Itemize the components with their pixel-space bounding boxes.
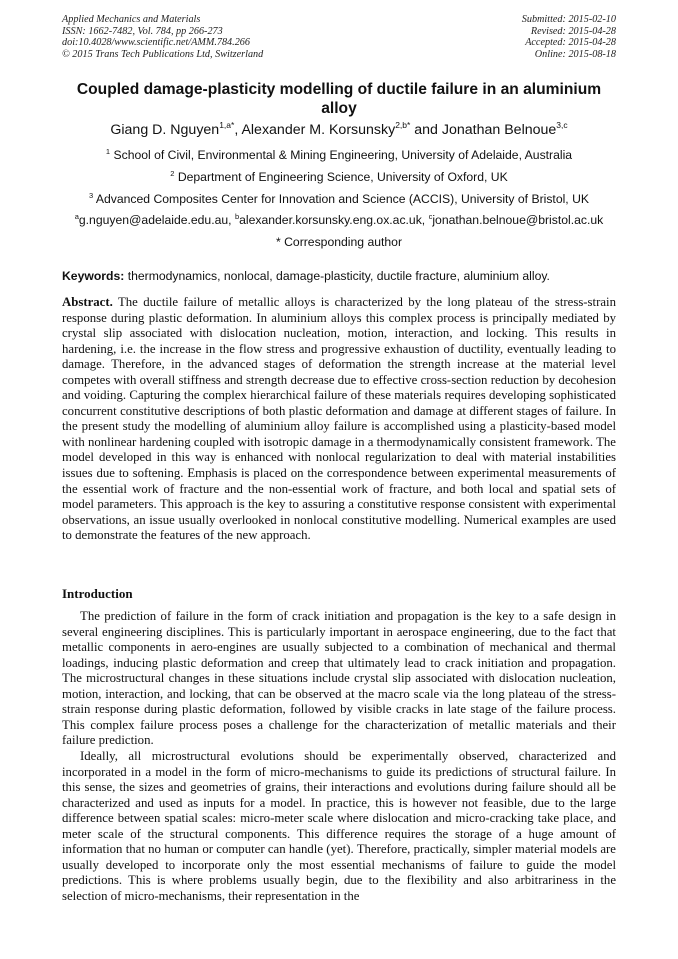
keywords — [62, 269, 616, 284]
author-conjunction: and — [410, 122, 442, 138]
abstract-text: The ductile failure of metallic alloys is characterized by the long plateau of the stress-strain response during plastic deformation. In aluminium alloys this complex process is principally mediated by crystal slip associated with dislocation nucleation, motion, interaction, and locking. This results in hardening, i.e. the increase in the flow stress and progressive exhaustion of ductility, eventually leading to damage. Therefore, in the advanced stages of deformation the strength increase at the material level competes with overall stiffness and strength decrease due to effective cross-section reduction by decohesion and voiding. Capturing the complex hierarchical failure of these materials requires developing sophisticated concurrent constitutive descriptions of both plastic deformation and damage at different stages of failure. In the present study the modelling of aluminium alloy failure is accomplished using a plasticity-based model with nonlinear hardening coupled with isotropic damage in a thermodynamically consistent framework. The model developed in this way is enhanced with nonlocal regularization to deal with material instabilities issues due to softening. Emphasis is placed on the correspondence between experimental measurements of the essential work of fracture and the non-essential work of fracture, and both local and spatial sets of model parameters. This approach is the key to assuring a constitutive response consistent with experimental observations, an issue usually overlooked in nonlocal constitutive modelling. Numerical examples are used to demonstrate the features of the new approach. — [62, 295, 616, 543]
affiliation — [50, 170, 628, 185]
author-list — [62, 121, 616, 139]
email-mark: c — [428, 212, 433, 221]
online-date: Online: 2015-08-18 — [534, 48, 616, 60]
affiliation-text: Advanced Composites Center for Innovation and Science (ACCIS), University of Bristol, UK — [95, 192, 590, 206]
introduction-paragraph: Ideally, all microstructural evolutions should be experimentally observed, characterized and incorporated in a model in the form of micro-mechanisms to guide its predictions of structural failure. In this sense, the sizes and geometries of grains, their interactions and evolutions during failure should all be characterized and used as inputs for a model. In practice, this is however not feasible, due to the large difference between spatial scales: micro-meter scale where dislocation and micro-cracking take place, and meter scale of the structural components. This difference requires the storage of a huge amount of information that no human or computer can handle (yet). Therefore, practically, simpler material models are usually developed to incorporate only the most essential mechanisms of failure to guide the model predictions. This is where problems usually begin, due to the flexibility and also arbitrariness in the selection of micro-mechanisms, their representation in the — [62, 749, 616, 903]
author-separator: , — [234, 122, 242, 138]
author-name: Giang D. Nguyen — [110, 122, 220, 138]
submitted-date: Submitted: 2015-02-10 — [521, 14, 616, 25]
issn: ISSN: 1662-7482, Vol. 784, pp 266-273 — [62, 25, 223, 37]
revised-date: Revised: 2015-04-28 — [530, 25, 616, 37]
abstract-label: Abstract. — [62, 295, 113, 309]
doi: doi:10.4028/www.scientific.net/AMM.784.266 — [62, 37, 250, 49]
author-name: Alexander M. Korsunsky — [241, 122, 396, 138]
email-address[interactable]: alexander.korsunsky.eng.ox.ac.uk, — [239, 213, 429, 227]
paper-title: Coupled damage-plasticity modelling of ductile failure in an aluminium alloy — [76, 81, 602, 117]
email-address[interactable]: g.nguyen@adelaide.edu.au, — [78, 213, 235, 227]
copyright: © 2015 Trans Tech Publications Ltd, Switzerland — [62, 48, 264, 60]
section-heading-introduction: Introduction — [62, 586, 133, 601]
abstract — [62, 295, 616, 544]
affiliation — [50, 148, 628, 163]
author-affiliation-mark: 1,a* — [219, 120, 235, 130]
author-affiliation-mark: 2,b* — [395, 120, 411, 130]
author-affiliation-mark: 3,c — [556, 120, 568, 130]
accepted-date: Accepted: 2015-04-28 — [525, 37, 616, 49]
affiliation — [50, 192, 628, 207]
affiliation-text: Department of Engineering Science, University of Oxford, UK — [177, 170, 508, 184]
affiliation-mark: 3 — [88, 191, 94, 200]
author-name: Jonathan Belnoue — [441, 122, 557, 138]
affiliation-mark: 1 — [105, 147, 111, 156]
publication-dates — [522, 14, 616, 60]
keywords-text: thermodynamics, nonlocal, damage-plasticity, ductile fracture, aluminium alloy. — [124, 269, 550, 283]
keywords-label: Keywords: — [62, 269, 125, 283]
affiliation-text: School of Civil, Environmental & Mining Engineering, University of Adelaide, Australia — [113, 148, 573, 162]
email-list — [50, 213, 628, 228]
email-mark: a — [74, 212, 79, 221]
corresponding-author-note: * Corresponding author — [275, 235, 403, 249]
email-address[interactable]: jonathan.belnoue@bristol.ac.uk — [432, 213, 604, 227]
journal-info — [62, 14, 263, 60]
email-mark: b — [234, 212, 240, 221]
affiliation-mark: 2 — [170, 169, 175, 178]
introduction-paragraph: The prediction of failure in the form of crack initiation and propagation is the key to a safe design in several engineering disciplines. This is particularly important in aerospace engineering, due to the fact that metallic components in aero-engines are usually subjected to a combination of mechanical and thermal loadings, inducing plastic deformation and creep that ultimately lead to crack initiation and propagation. The microstructural changes in these situations include crystal slip associated with dislocation nucleation, motion, interaction, and locking, that can be observed at the macro scale via the long plateau of the stress-strain response during plastic deformation, followed by visible cracks in late stage of the failure process. This complex failure process poses a challenge for the characterization of metallic materials and their failure prediction. — [62, 609, 616, 748]
journal-name: Applied Mechanics and Materials — [62, 14, 201, 25]
